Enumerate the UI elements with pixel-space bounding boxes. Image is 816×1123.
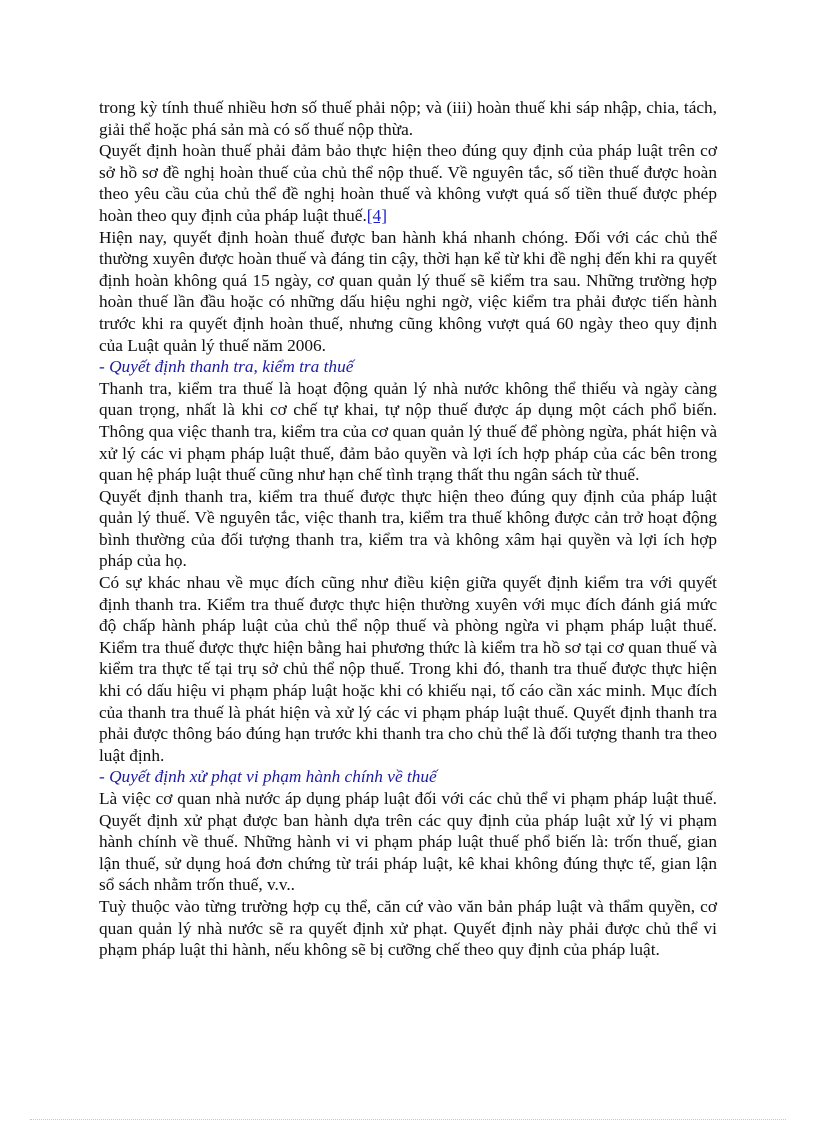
document-page (99, 97, 717, 961)
footnote-link[interactable]: [4] (366, 205, 387, 225)
section-heading: - Quyết định xử phạt vi phạm hành chính về thuế (99, 767, 437, 787)
paragraph (99, 140, 717, 226)
paragraph: Tuỳ thuộc vào từng trường hợp cụ thể, căn cứ vào văn bản pháp luật và thẩm quyền, cơ quan quản lý nhà nước sẽ ra quyết định xử phạt. Quyết định này phải được chủ thể vi phạm pháp luật thi hành, nếu không sẽ bị cưỡng chế theo quy định của pháp luật. (99, 896, 717, 960)
paragraph: Là việc cơ quan nhà nước áp dụng pháp luật đối với các chủ thể vi phạm pháp luật thuế. Quyết định xử phạt được ban hành dựa trên các quy định của pháp luật xử lý vi phạm hành chính về thuế. Những hành vi vi phạm pháp luật thuế phổ biến là: trốn thuế, gian lận thuế, sử dụng hoá đơn chứng từ trái pháp luật, kê khai không đúng thực tế, gian lận sổ sách nhằm trốn thuế, v.v.. (99, 789, 717, 895)
paragraph: Quyết định thanh tra, kiểm tra thuế được thực hiện theo đúng quy định của pháp luật quản lý thuế. Về nguyên tắc, việc thanh tra, kiểm tra thuế không được cản trở hoạt động bình thường của đối tượng thanh tra, kiểm tra và không xâm hại quyền và lợi ích hợp pháp của họ. (99, 486, 717, 571)
paragraph: trong kỳ tính thuế nhiều hơn số thuế phải nộp; và (iii) hoàn thuế khi sáp nhập, chia, tách, giải thể hoặc phá sản mà có số thuế nộp thừa. (99, 98, 717, 139)
page-bottom-edge (30, 1119, 786, 1120)
paragraph-text: Quyết định hoàn thuế phải đảm bảo thực hiện theo đúng quy định của pháp luật trên cơ sở hồ sơ đề nghị hoàn thuế của chủ thể nộp thuế. Về nguyên tắc, số tiền thuế được hoàn theo yêu cầu của chủ thể đề nghị hoàn thuế và không vượt quá số tiền thuế được phép hoàn theo quy định của pháp luật thuế. (99, 141, 717, 225)
paragraph: Thanh tra, kiểm tra thuế là hoạt động quản lý nhà nước không thể thiếu và ngày càng quan trọng, nhất là khi cơ chế tự khai, tự nộp thuế được áp dụng một cách phổ biến. Thông qua việc thanh tra, kiểm tra của cơ quan quản lý thuế để phòng ngừa, phát hiện và xử lý các vi phạm pháp luật thuế, đảm bảo quyền và lợi ích hợp pháp của các bên trong quan hệ pháp luật thuế cũng như hạn chế tình trạng thất thu ngân sách từ thuế. (99, 378, 717, 485)
paragraph: Có sự khác nhau về mục đích cũng như điều kiện giữa quyết định kiểm tra với quyết định thanh tra. Kiểm tra thuế được thực hiện thường xuyên với mục đích đánh giá mức độ chấp hành pháp luật của chủ thể nộp thuế và phòng ngừa vi phạm pháp luật thuế. Kiểm tra thuế được thực hiện bằng hai phương thức là kiểm tra hồ sơ tại cơ quan thuế và kiểm tra thực tế tại trụ sở chủ thể nộp thuế. Trong khi đó, thanh tra thuế được thực hiện khi có dấu hiệu vi phạm pháp luật hoặc khi có khiếu nại, tố cáo cần xác minh. Mục đích của thanh tra thuế là phát hiện và xử lý các vi phạm pháp luật thuế. Quyết định thanh tra phải được thông báo đúng hạn trước khi thanh tra cho chủ thể là đối tượng thanh tra theo luật định. (99, 573, 717, 765)
section-heading: - Quyết định thanh tra, kiểm tra thuế (99, 357, 354, 377)
paragraph: Hiện nay, quyết định hoàn thuế được ban hành khá nhanh chóng. Đối với các chủ thể thường xuyên được hoàn thuế và đáng tin cậy, thời hạn kể từ khi đề nghị đến khi ra quyết định hoàn không quá 15 ngày, cơ quan quản lý thuế sẽ kiểm tra sau. Những trường hợp hoàn thuế lần đầu hoặc có những dấu hiệu nghi ngờ, việc kiểm tra phải được tiến hành trước khi ra quyết định hoàn thuế, nhưng cũng không vượt quá 60 ngày theo quy định của Luật quản lý thuế năm 2006. (99, 227, 717, 355)
